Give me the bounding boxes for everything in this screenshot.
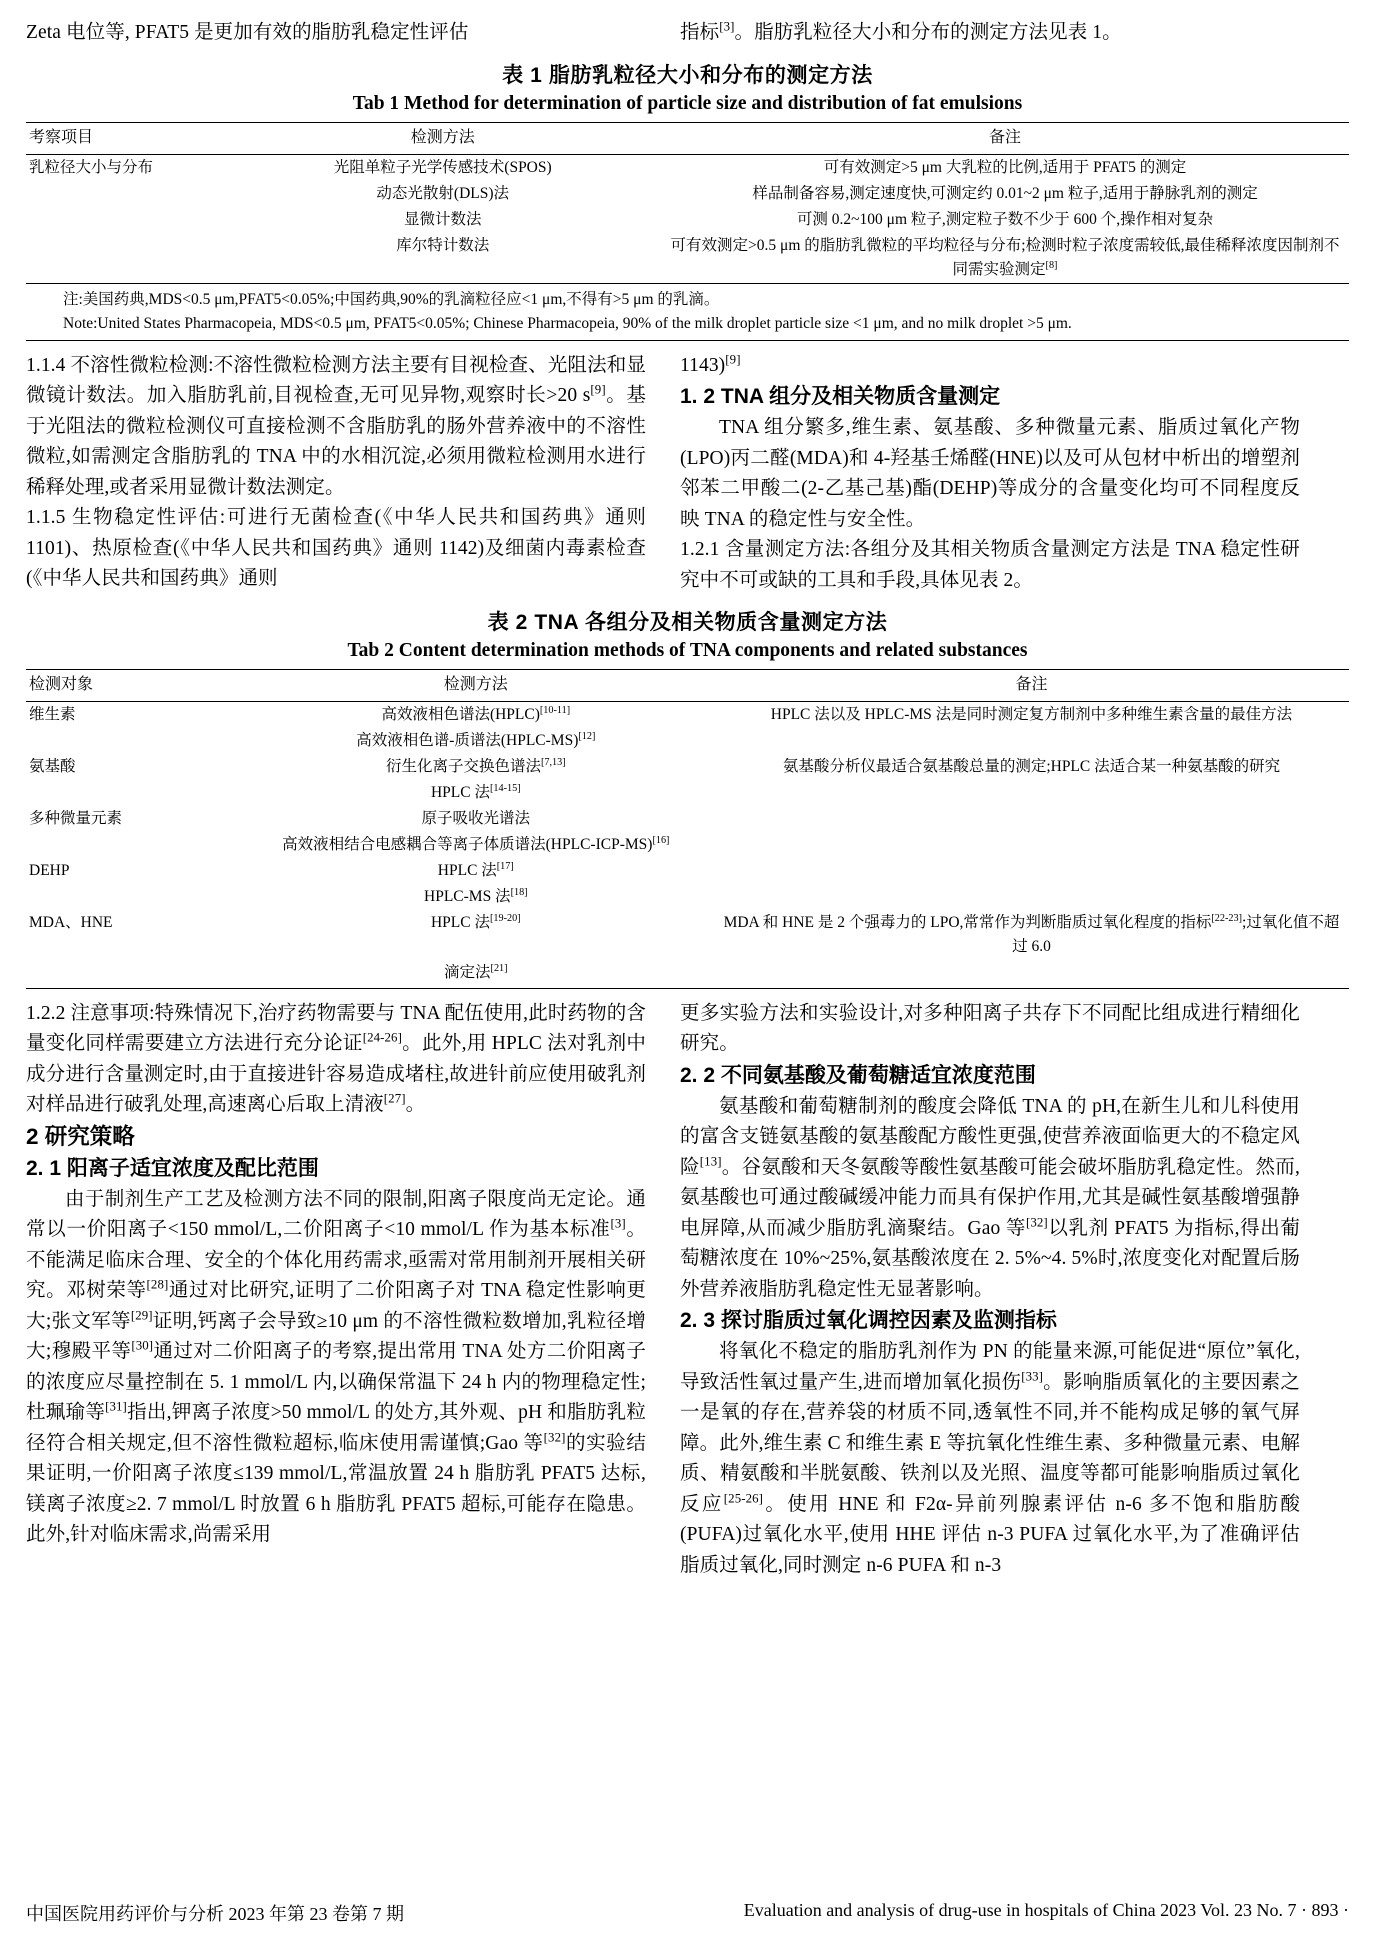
table-row [26,960,1349,986]
lower-body-columns [26,999,1349,1582]
cell-item [26,780,238,806]
cell-note: MDA 和 HNE 是 2 个强毒力的 LPO,常常作为判断脂质过氧化程度的指标[22-23];过氧化值不超过 6.0 [723,912,1340,955]
lower-left-column [26,999,646,1582]
cell-item [26,832,238,858]
table-row [26,858,1349,884]
table-1-header-note: 备注 [989,128,1022,146]
cell-item: 多种微量元素 [29,810,123,827]
ref-sup: [25-26] [723,1491,764,1505]
table-row [26,806,1349,832]
cell-item [26,960,238,986]
cell-note [714,728,1349,754]
section-1-1-5 [26,503,646,595]
upper-left-column [26,351,646,597]
continued-1143-text: 1143) [680,354,726,376]
cell-method: 衍生化离子交换色谱法[7,13] [385,756,566,775]
page-footer [26,1900,1349,1926]
cell-method: 库尔特计数法 [396,236,490,254]
section-2-3-title: 2. 3 探讨脂质过氧化调控因素及监测指标 [680,1309,1057,1332]
carryover-right-b: 。脂肪乳粒径大小和分布的测定方法见表 1。 [734,22,1122,43]
table-row [26,754,1349,780]
section-1-2-body: TNA 组分繁多,维生素、氨基酸、多种微量元素、脂质过氧化产物(LPO)丙二醛(MDA)和 4-羟基壬烯醛(HNE)以及可从包材中析出的增塑剂邻苯二甲酸二(2-乙基己基)酯(DEHP)等成分的含量变化均可不同程度反映 TNA 的稳定性与安全性。 [680,417,1300,530]
footer-journal-en: Evaluation and analysis of drug-use in hospitals of China 2023 Vol. 23 No. 7 · 893 · [743,1900,1349,1920]
cell-method: HPLC-MS 法[18] [424,886,528,905]
ref-sup: [16] [652,834,670,846]
table-row [26,181,1349,207]
ref-sup: [32] [1025,1215,1048,1229]
cell-method: HPLC 法[14-15] [430,782,521,801]
section-1-2-1 [680,535,1300,596]
cell-note [714,806,1349,832]
cell-note: 可有效测定>5 μm 大乳粒的比例,适用于 PFAT5 的测定 [823,158,1187,176]
cell-item: 乳粒径大小与分布 [29,158,154,176]
carryover-lines [26,18,1349,49]
table-2-header-note: 备注 [1015,676,1048,693]
section-1-1-5-body: 可进行无菌检查(《中华人民共和国药典》通则 1101)、热原检查(《中华人民共和国药典》通则 1142)及细菌内毒素检查(《中华人民共和国药典》通则 [26,507,646,589]
section-1-1-4-body-2: 。基于光阻法的微粒检测仪可直接检测不含脂肪乳的肠外营养液中的不溶性微粒,如需测定含脂肪乳的 TNA 中的水相沉淀,必须用微粒检测用水进行稀释处理,或者采用显微计数法测定。 [26,385,647,498]
table-row [26,702,1349,729]
cell-method: 高效液相色谱法(HPLC)[10-11] [381,704,571,723]
cell-note [714,780,1349,806]
cell-note: 氨基酸分析仪最适合氨基酸总量的测定;HPLC 法适合某一种氨基酸的研究 [782,758,1281,775]
cell-method: HPLC 法[17] [437,860,514,879]
cell-note: 样品制备容易,测定速度快,可测定约 0.01~2 μm 粒子,适用于静脉乳剂的测定 [752,184,1258,202]
ref-sup: [28] [146,1277,169,1292]
ref-sup: [30] [131,1338,154,1353]
ref-sup: [19-20] [489,912,521,924]
section-1-1-4-heading: 1.1.4 不溶性微粒检测: [26,354,214,376]
cell-method: 原子吸收光谱法 [421,810,531,827]
table-1-block [26,59,1349,341]
table-1-note-en: Note:United States Pharmacopeia, MDS<0.5 μm, PFAT5<0.05%; Chinese Pharmacopeia, 90% of the milk droplet particle size <1 μm, and no milk droplet >5 μm. [63,315,1072,332]
cell-item: MDA、HNE [29,914,113,931]
carryover-right [680,18,1300,49]
cell-item: DEHP [29,862,70,879]
cell-method: 高效液相结合电感耦合等离子体质谱法(HPLC-ICP-MS)[16] [282,834,670,853]
table-2 [26,669,1349,989]
ref-sup: [32] [543,1430,566,1444]
table-row [26,233,1349,284]
cell-note [714,832,1349,858]
ref-sup: [10-11] [539,704,571,716]
ref-sup-8: [8] [1045,259,1058,271]
cell-method: HPLC 法[19-20] [430,912,521,931]
section-1-2-1-heading: 1.2.1 含量测定方法: [680,539,851,560]
ref-sup: [27] [383,1091,406,1106]
section-2-2-body: 氨基酸和葡萄糖制剂的酸度会降低 TNA 的 pH,在新生儿和儿科使用的富含支链氨基酸的氨基酸配方酸性更强,使营养液面临更大的不稳定风险[13]。谷氨酸和天冬氨酸等酸性氨基酸可能会破坏脂肪乳稳定性。然而,氨基酸也可通过酸碱缓冲能力而具有保护作用,尤其是碱性氨基酸增强静电屏障,从而减少脂肪乳滴聚结。Gao 等[32]以乳剂 PFAT5 为指标,得出葡萄糖浓度在 10%~25%,氨基酸浓度在 2. 5%~4. 5%时,浓度变化对配置后肠外营养液脂肪乳稳定性无显著影响。 [680,1095,1300,1300]
section-1-1-4 [26,351,646,504]
cell-method: 显微计数法 [403,210,482,228]
ref-sup: [33] [1021,1369,1044,1383]
ref-sup: [21] [490,962,508,974]
ref-sup: [3] [610,1216,626,1231]
section-2-title: 2 研究策略 [26,1123,135,1149]
cell-method: 动态光散射(DLS)法 [376,184,510,202]
table-2-block [26,606,1349,989]
section-2-1-title: 2. 1 阳离子适宜浓度及配比范围 [26,1156,319,1180]
section-2-2-title: 2. 2 不同氨基酸及葡萄糖适宜浓度范围 [680,1063,1036,1087]
carryover-left [26,18,646,49]
ref-sup-9b: [9] [725,352,741,366]
table-1-header-item: 考察项目 [29,128,94,146]
cell-method: 滴定法[21] [444,962,508,981]
cell-item: 维生素 [29,706,76,723]
table-row [26,832,1349,858]
footer-journal-cn: 中国医院用药评价与分析 2023 年第 23 卷第 7 期 [26,1904,404,1924]
cell-note [661,233,1349,284]
table-row [26,154,1349,181]
table-row [26,728,1349,754]
cell-note [714,884,1349,910]
table-1-title-cn: 表 1 脂肪乳粒径大小和分布的测定方法 [502,63,873,87]
cell-note-text: 可有效测定>0.5 μm 的脂肪乳微粒的平均粒径与分布;检测时粒子浓度需较低,最佳稀释浓度因制剂不同需实验测定 [670,236,1340,278]
continued-1143 [680,351,1300,382]
table-1-notes [29,285,1346,339]
section-2-3-body: 将氧化不稳定的脂肪乳剂作为 PN 的能量来源,可能促进“原位”氧化,导致活性氧过量产生,进而增加氧化损伤[33]。影响脂质氧化的主要因素之一是氧的存在,营养袋的材质不同,透氧性不同,并不能构成足够的氧气屏障。此外,维生素 C 和维生素 E 等抗氧化性维生素、多种微量元素、电解质、精氨酸和半胱氨酸、铁剂以及光照、温度等都可能影响脂质过氧化反应[25-26]。使用 HNE 和 F2α-异前列腺素评估 n-6 多不饱和脂肪酸(PUFA)过氧化水平,使用 HHE 评估 n-3 PUFA 过氧化水平,为了准确评估脂质过氧化,同时测定 n-6 PUFA 和 n-3 [680,1341,1300,1576]
section-1-2-title: 1. 2 TNA 组分及相关物质含量测定 [680,385,1001,408]
cell-method: 高效液相色谱-质谱法(HPLC-MS)[12] [356,730,596,749]
table-2-header-item: 检测对象 [29,676,94,693]
ref-sup: [12] [578,730,596,742]
ref-sup: [18] [510,886,528,898]
cell-item: 氨基酸 [29,758,76,775]
table-1-header-method: 检测方法 [410,128,475,146]
cell-item [26,884,238,910]
table-1-notes-row [26,283,1349,340]
table-2-title-en: Tab 2 Content determination methods of TNA components and related substances [347,640,1028,661]
ref-sup: [22-23] [1211,912,1243,924]
table-row [26,910,1349,960]
section-1-2-1-body: 各组分及其相关物质含量测定方法是 TNA 稳定性研究中不可或缺的工具和手段,具体见表 2。 [680,539,1300,591]
section-2-1-body: 由于制剂生产工艺及检测方法不同的限制,阳离子限度尚无定论。通常以一价阳离子<150 mmol/L,二价阳离子<10 mmol/L 作为基本标准[3]。不能满足临床合理、安全的个体化用药需求,亟需对常用制剂开展相关研究。邓树荣等[28]通过对比研究,证明了二价阳离子对 TNA 稳定性影响更大;张文军等[29]证明,钙离子会导致≥10 μm 的不溶性微粒数增加,乳粒径增大;穆殿平等[30]通过对二价阳离子的考察,提出常用 TNA 处方二价阳离子的浓度应尽量控制在 5. 1 mmol/L 内,以确保常温下 24 h 内的物理稳定性;杜珮瑜等[31]指出,钾离子浓度>50 mmol/L 的处方,其外观、pH 和脂肪乳粒径符合相关规定,但不溶性微粒超标,临床使用需谨慎;Gao 等[32]的实验结果证明,一价阳离子浓度≤139 mmol/L,常温放置 24 h 脂肪乳 PFAT5 达标,镁离子浓度≥2. 7 mmol/L 时放置 6 h 脂肪乳 PFAT5 超标,可能存在隐患。此外,针对临床需求,尚需采用 [26,1188,646,1545]
ref-sup-9: [9] [590,382,606,397]
table-row [26,780,1349,806]
table-1-note-cn: 注:美国药典,MDS<0.5 μm,PFAT5<0.05%;中国药典,90%的乳滴粒径应<1 μm,不得有>5 μm 的乳滴。 [63,290,720,308]
table-row [26,884,1349,910]
section-1-2-2: 1.2.2 注意事项:特殊情况下,治疗药物需要与 TNA 配伍使用,此时药物的含量变化同样需要建立方法进行充分论证[24-26]。此外,用 HPLC 法对乳剂中成分进行含量测定时,由于直接进针容易造成堵柱,故进针前应使用破乳剂对样品进行破乳处理,高速离心后取上清液[27]。 [26,1002,647,1115]
cell-note: 可测 0.2~100 μm 粒子,测定粒子数不少于 600 个,操作相对复杂 [796,210,1214,228]
cell-item [26,207,224,233]
ref-sup: [24-26] [362,1030,402,1045]
table-1 [26,122,1349,341]
table-2-title-cn: 表 2 TNA 各组分及相关物质含量测定方法 [487,611,888,634]
continued-paragraph: 更多实验方法和实验设计,对多种阳离子共存下不同配比组成进行精细化研究。 [680,1002,1300,1054]
cell-method: 光阻单粒子光学传感技术(SPOS) [333,158,552,176]
cell-note [714,960,1349,986]
table-row [26,207,1349,233]
section-1-1-4-body: 不溶性微粒检测方法主要有目视检查、光阻法和显微镜计数法。加入脂肪乳前,目视检查,无可见异物,观察时长>20 s [26,354,646,406]
ref-sup: [14-15] [489,782,521,794]
carryover-left-text: Zeta 电位等, PFAT5 是更加有效的脂肪乳稳定性评估 [26,22,469,43]
section-1-1-5-heading: 1.1.5 生物稳定性评估: [26,507,226,528]
ref-sup: [29] [130,1308,153,1322]
cell-item [26,181,224,207]
ref-sup: [31] [105,1399,127,1414]
cell-item [26,233,224,284]
table-1-title-en: Tab 1 Method for determination of particle size and distribution of fat emulsions [352,92,1023,114]
cell-note [714,858,1349,884]
ref-sup: [13] [699,1154,722,1168]
upper-body-columns [26,351,1349,597]
cell-note: HPLC 法以及 HPLC-MS 法是同时测定复方制剂中多种维生素含量的最佳方法 [770,706,1293,723]
cell-item [26,728,238,754]
upper-right-column [680,351,1300,597]
carryover-right-a: 指标 [680,22,720,43]
ref-sup-3: [3] [719,19,735,34]
ref-sup: [7,13] [540,756,566,768]
table-2-header-method: 检测方法 [443,676,508,693]
ref-sup: [17] [496,860,514,872]
lower-right-column [680,999,1300,1582]
section-1-2-2-heading: 1.2.2 注意事项: [26,1002,155,1024]
